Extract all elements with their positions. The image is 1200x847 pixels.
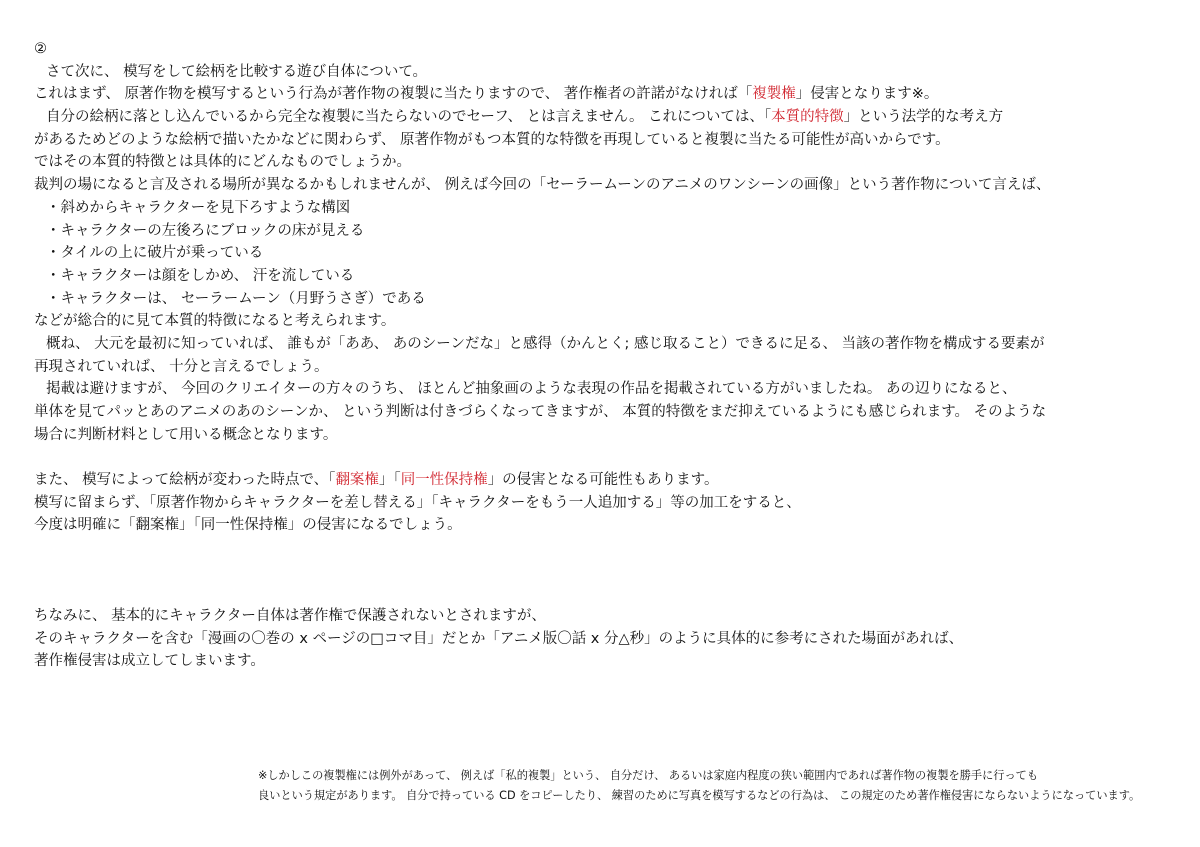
paragraph-line: などが総合的に見て本質的特徴になると考えられます。 [34,313,396,330]
highlight-adaptation-right: 翻案権 [335,472,379,489]
bullet-item: ・キャラクターは顔をしかめ、 汗を流している [46,267,355,284]
paragraph-line: そのキャラクターを含む「漫画の〇巻の x ページの□コマ目」だとか「アニメ版〇話 x 分△秒」のように具体的に参考にされた場面があれば、 [34,630,964,647]
text-segment: 」「 [378,472,401,489]
document-body [34,38,1174,673]
paragraph-line: ちなみに、 基本的にキャラクター自体は著作権で保護されないとされますが、 [34,607,546,624]
paragraph-line: 概ね、 大元を最初に知っていれば、 誰もが「ああ、 あのシーンだな」と感得（かんとく; 感じ取ること）できるに足る、 当該の著作物を構成する要素が [46,335,1045,352]
paragraph-line: ではその本質的特徴とは具体的にどんなものでしょうか。 [34,154,411,171]
paragraph-line: 模写に留まらず、「原著作物からキャラクターを差し替える」「キャラクターをもう一人追加する」等の加工をすると、 [34,494,801,511]
paragraph-line: 再現されていれば、 十分と言えるでしょう。 [34,358,329,375]
paragraph-line: 著作権侵害は成立してしまいます。 [34,653,265,670]
paragraph-line: 掲載は避けますが、 今回のクリエイターの方々のうち、 ほとんど抽象画のような表現の作品を掲載されている方がいましたね。 あの辺りになると、 [46,381,1017,398]
text-segment: これはまず、 原著作物を模写するという行為が著作物の複製に当たりますので、 著作権者の許諾がなければ「 [34,86,753,103]
text-segment: また、 模写によって絵柄が変わった時点で、「 [34,472,336,489]
paragraph-essential-features [34,106,1174,129]
section-marker: ② [34,41,47,57]
text-segment: 自分の絵柄に落とし込んでいるから完全な複製に当たらないのでセーフ、 とは言えません。 これについては、「 [46,109,772,126]
text-segment: 」という法学的な考え方 [843,109,1004,126]
paragraph-adaptation [34,469,1174,492]
paragraph-line: があるためどのような絵柄で描いたかなどに関わらず、 原著作物がもつ本質的な特徴を再現していると複製に当たる可能性が高いからです。 [34,131,950,148]
paragraph-intro: さて次に、 模写をして絵柄を比較する遊び自体について。 [46,63,428,80]
footnote [258,766,1178,806]
paragraph-line: 裁判の場になると言及される場所が異なるかもしれませんが、 例えば今回の「セーラームーンのアニメのワンシーンの画像」という著作物について言えば、 [34,177,1051,194]
paragraph-line: 場合に判断材料として用いる概念となります。 [34,426,338,443]
bullet-item: ・キャラクターの左後ろにブロックの床が見える [46,222,365,239]
bullet-item: ・キャラクターは、 セーラームーン（月野うさぎ）である [46,290,426,307]
text-segment: 」の侵害となる可能性もあります。 [487,472,719,489]
highlight-reproduction-right: 複製権 [752,86,796,103]
footnote-line: 良いという規定があります。 自分で持っている CD をコピーしたり、 練習のために写真を模写するなどの行為は、 この規定のため著作権侵害にならないようになっています。 [258,789,1141,802]
spacer [34,582,1174,605]
highlight-integrity-right: 同一性保持権 [400,472,488,489]
spacer [34,446,1174,469]
bullet-item: ・タイルの上に破片が乗っている [46,245,264,262]
spacer [34,537,1174,582]
footnote-line: ※しかしこの複製権には例外があって、 例えば「私的複製」という、 自分だけ、 あるいは家庭内程度の狭い範囲内であれば著作物の複製を勝手に行っても [258,769,1039,782]
paragraph-copy-right [34,83,1174,106]
paragraph-line: 単体を見てパッとあのアニメのあのシーンか、 という判断は付きづらくなってきますが、 本質的特徴をまだ抑えているようにも感じられます。 そのような [34,404,1047,420]
bullet-item: ・斜めからキャラクターを見下ろすような構図 [46,199,351,216]
highlight-essential-features: 本質的特徴 [771,109,844,126]
text-segment: 」侵害となります※。 [795,86,939,103]
paragraph-line: 今度は明確に「翻案権」「同一性保持権」の侵害になるでしょう。 [34,517,462,534]
